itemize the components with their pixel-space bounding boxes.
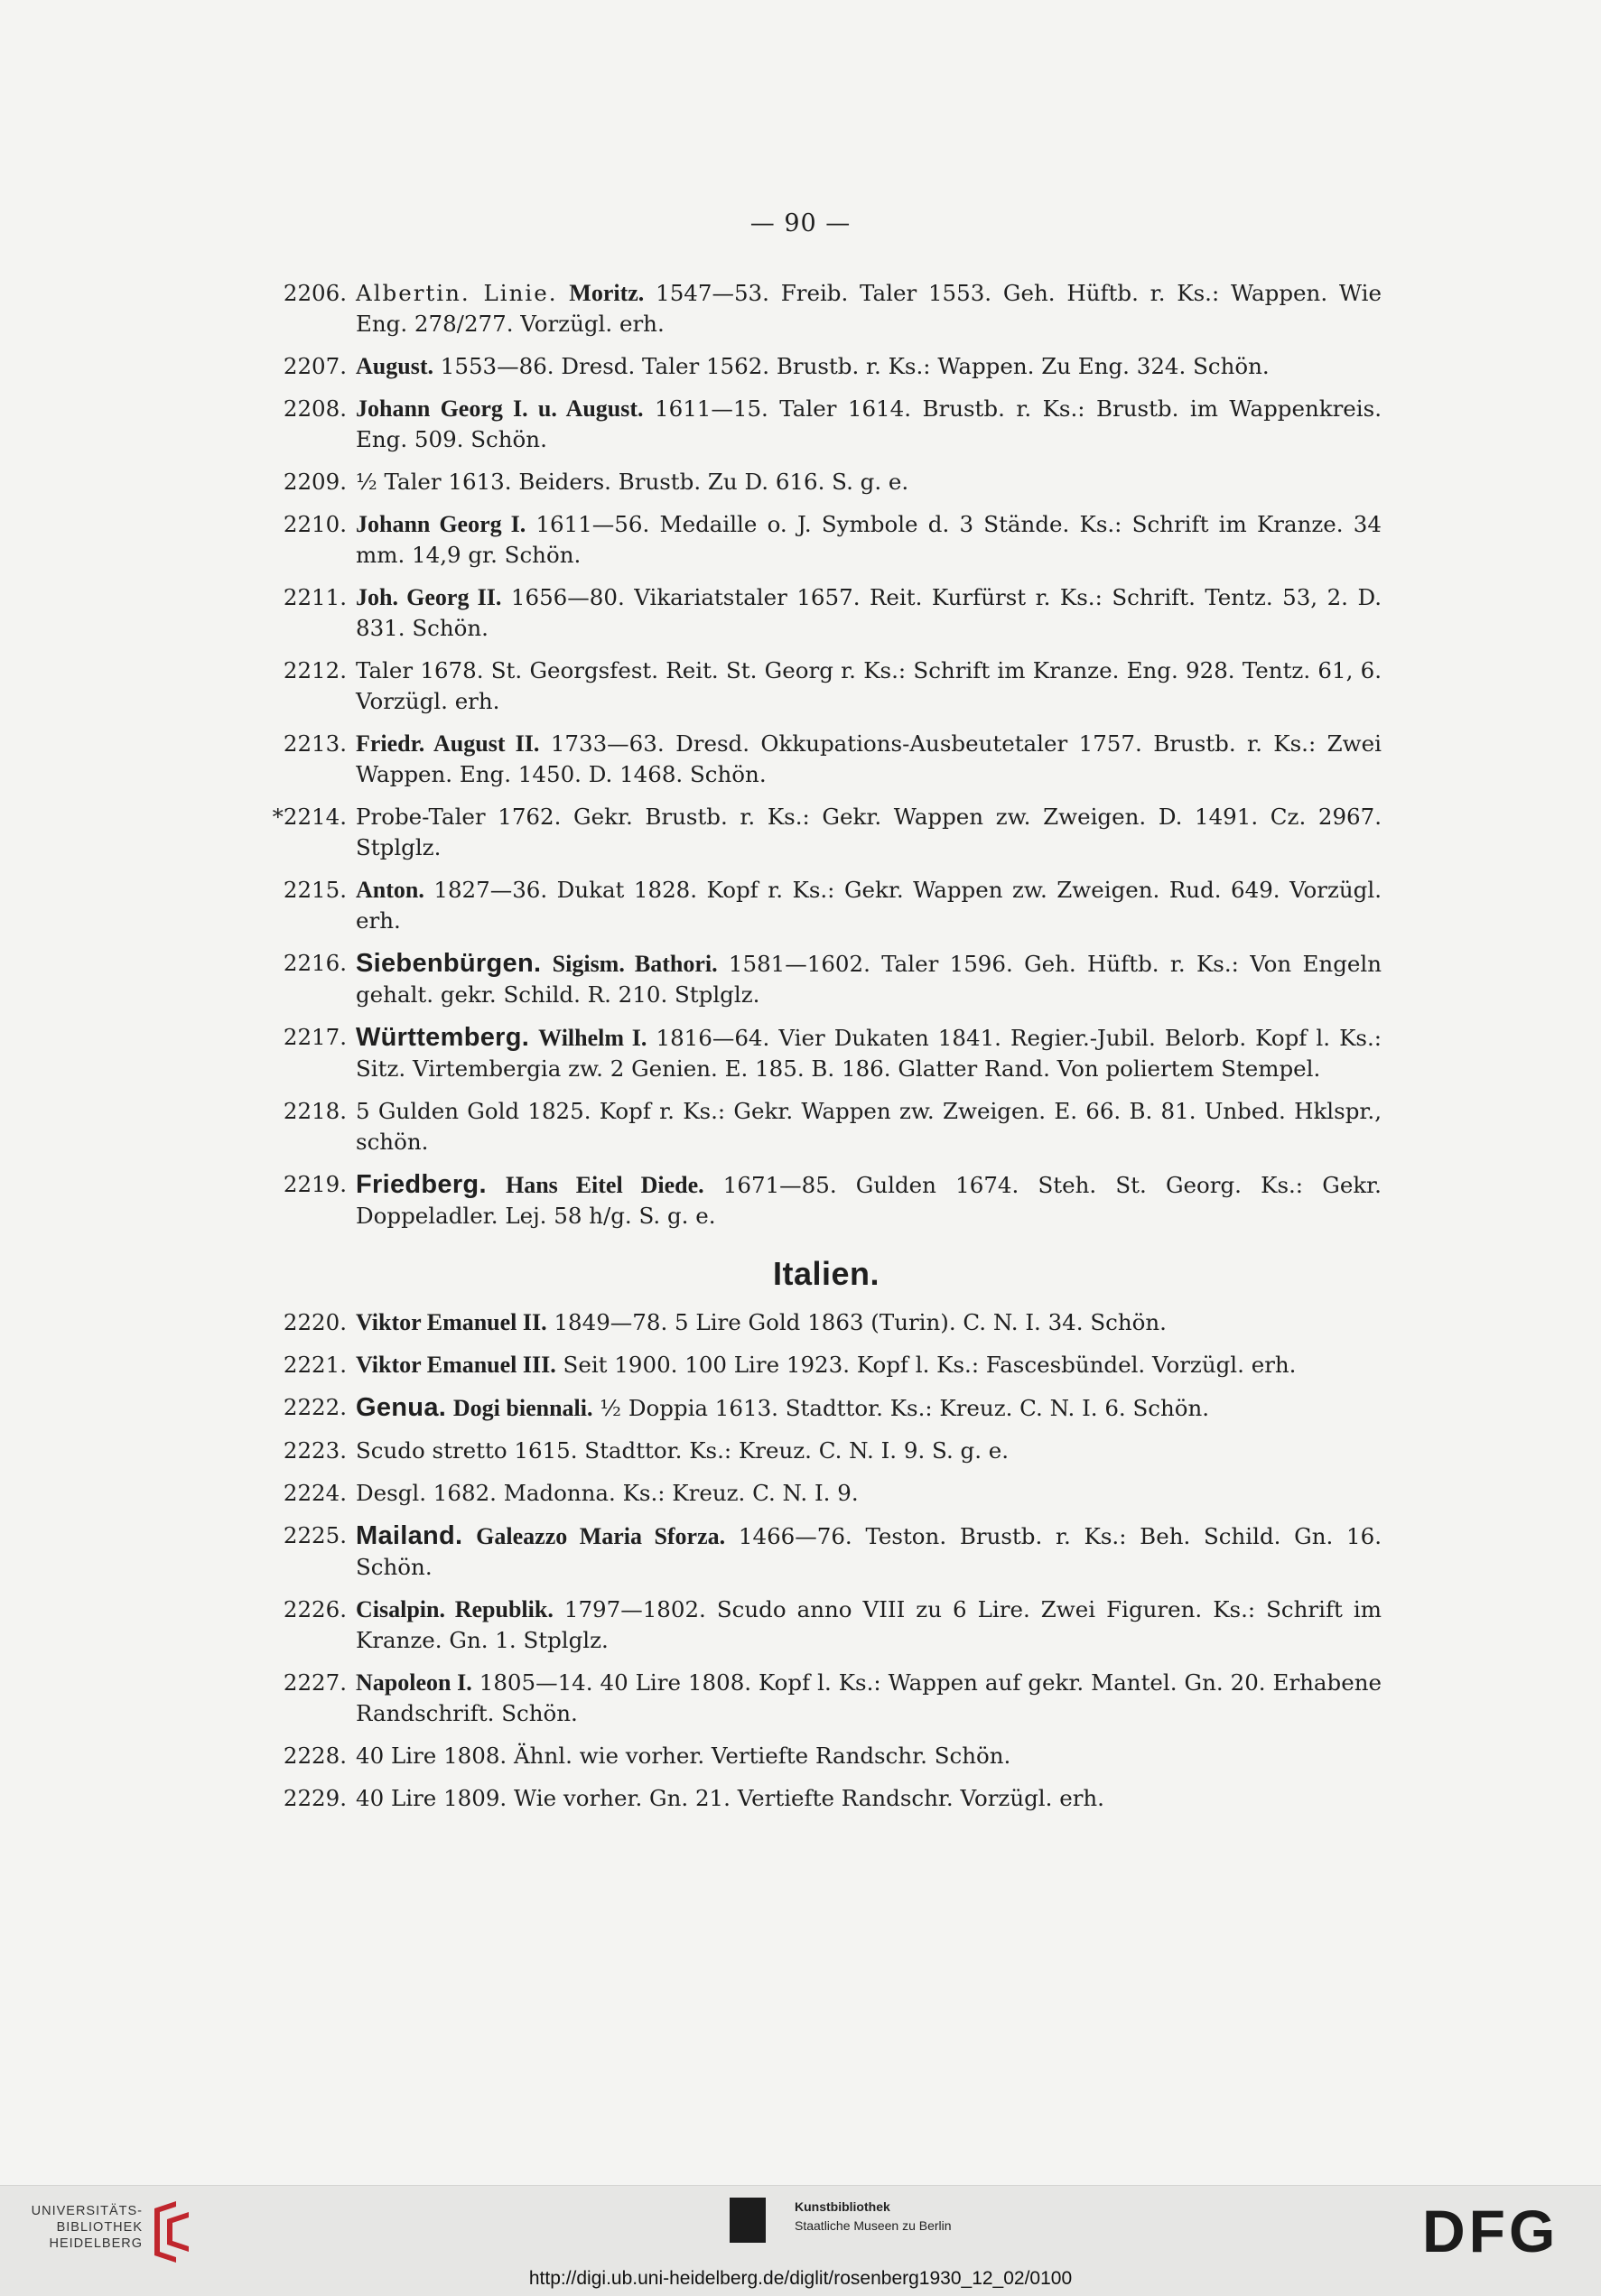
catalog-entry — [271, 1783, 1382, 1814]
entry-description: 1733—63. Dresd. Okkupations-Ausbeutetaler 1757. Brustb. r. Ks.: Zwei Wappen. Eng. 1450. D. 1468. Schön. — [356, 730, 1382, 787]
entry-place: Mailand. — [356, 1521, 463, 1550]
entry-description: 1671—85. Gulden 1674. Steh. St. Georg. Ks.: Gekr. Doppeladler. Lej. 58 h/g. S. g. e. — [356, 1172, 1382, 1229]
entry-ruler: Johann Georg I. — [356, 511, 526, 537]
entry-description — [529, 1025, 538, 1051]
entry-ruler: Napoleon I. — [356, 1669, 472, 1696]
entry-text — [356, 729, 1382, 790]
catalog-entry — [271, 875, 1382, 936]
entry-number: 2220. — [283, 1309, 347, 1335]
catalog-entry — [271, 1741, 1382, 1771]
entry-ruler: Anton. — [356, 877, 424, 903]
entry-text — [356, 582, 1382, 644]
catalog-entry — [271, 1668, 1382, 1729]
entry-description: Probe-Taler 1762. Gekr. Brustb. r. Ks.: Gekr. Wappen zw. Zweigen. D. 1491. Cz. 2967. Stplglz. — [356, 804, 1382, 860]
entry-description — [557, 280, 569, 306]
entry-description: ½ Doppia 1613. Stadttor. Ks.: Kreuz. C. N. I. 6. Schön. — [592, 1395, 1210, 1421]
entry-description: 1797—1802. Scudo anno VIII zu 6 Lire. Zwei Figuren. Ks.: Schrift im Kranze. Gn. 1. Stplglz. — [356, 1596, 1382, 1653]
entry-description: 1816—64. Vier Dukaten 1841. Regier.-Jubil. Belorb. Kopf l. Ks.: Sitz. Virtembergia zw. 2 Genien. E. 185. B. 186. Glatter Rand. Von poliertem Stempel. — [356, 1025, 1382, 1082]
university-emblem-icon — [149, 2199, 194, 2264]
entry-place: Siebenbürgen. — [356, 949, 542, 978]
entry-description — [487, 1172, 506, 1198]
entry-ruler: Viktor Emanuel III. — [356, 1352, 556, 1378]
entry-number: 2215. — [283, 877, 347, 903]
entry-number: 2223. — [283, 1437, 347, 1464]
catalog-entry — [271, 1436, 1382, 1466]
entry-text — [356, 1169, 1382, 1232]
catalog-entry — [271, 1096, 1382, 1157]
entry-number: 2216. — [283, 950, 347, 976]
entry-ruler: Johann Georg I. u. August. — [356, 395, 644, 422]
entry-number: 2211. — [283, 584, 347, 610]
entry-ruler: Sigism. Bathori. — [552, 951, 718, 977]
entry-number: 2207. — [283, 353, 347, 379]
entry-number: 2226. — [283, 1596, 347, 1622]
entry-number: 2228. — [283, 1743, 347, 1769]
entry-text — [356, 1520, 1382, 1583]
entry-description: 40 Lire 1809. Wie vorher. Gn. 21. Vertiefte Randschr. Vorzügl. erh. — [356, 1785, 1104, 1811]
entry-place: Genua. — [356, 1393, 447, 1422]
entry-number: 2206. — [283, 280, 347, 306]
entry-text — [356, 278, 1382, 339]
entry-ruler: Wilhelm I. — [538, 1025, 647, 1051]
entry-description: 40 Lire 1808. Ähnl. wie vorher. Vertiefte Randschr. Schön. — [356, 1743, 1011, 1769]
entry-description — [446, 1395, 453, 1421]
catalog-entry — [271, 729, 1382, 790]
entry-number: *2214. — [272, 804, 347, 830]
entry-number: 2225. — [283, 1522, 347, 1548]
catalog-entry — [271, 467, 1382, 497]
catalog-entry — [271, 1392, 1382, 1424]
entry-text — [356, 655, 1382, 717]
entry-ruler: Hans Eitel Diede. — [506, 1172, 704, 1198]
dfg-logo[interactable]: DFG — [1422, 2198, 1559, 2264]
entries-list-italien — [271, 1307, 1382, 1814]
catalog-entry — [271, 509, 1382, 571]
entry-number: 2217. — [283, 1024, 347, 1050]
catalog-entry — [271, 655, 1382, 717]
entry-description — [541, 951, 552, 977]
entry-number: 2218. — [283, 1098, 347, 1124]
entry-description: ½ Taler 1613. Beiders. Brustb. Zu D. 616. S. g. e. — [356, 469, 909, 495]
entry-text — [356, 1783, 1382, 1814]
entry-text — [356, 948, 1382, 1010]
page-number: — 90 — — [749, 209, 852, 237]
entry-number: 2208. — [283, 395, 347, 422]
entry-number: 2213. — [283, 730, 347, 757]
university-line-2: BIBLIOTHEK — [56, 2220, 143, 2235]
entry-number: 2224. — [283, 1480, 347, 1506]
entries-list-german — [271, 278, 1382, 1232]
catalog-entry — [271, 1350, 1382, 1380]
entry-description: 1581—1602. Taler 1596. Geh. Hüftb. r. Ks.: Von Engeln gehalt. gekr. Schild. R. 210. Stplglz. — [356, 951, 1382, 1008]
catalog-entry — [271, 394, 1382, 455]
catalog-entry — [271, 1520, 1382, 1583]
entry-number: 2210. — [283, 511, 347, 537]
kunstbibliothek-logo-icon[interactable] — [730, 2198, 766, 2243]
entry-text — [356, 467, 1382, 497]
entry-ruler: Galeazzo Maria Sforza. — [476, 1523, 726, 1549]
entry-text — [356, 802, 1382, 863]
entry-ruler: Viktor Emanuel II. — [356, 1309, 547, 1335]
entry-description: 1611—56. Medaille o. J. Symbole d. 3 Stände. Ks.: Schrift im Kranze. 34 mm. 14,9 gr. Schön. — [356, 511, 1382, 568]
entry-ruler: August. — [356, 353, 433, 379]
entry-description: Scudo stretto 1615. Stadttor. Ks.: Kreuz. C. N. I. 9. S. g. e. — [356, 1437, 1010, 1464]
entry-ruler: Friedr. August II. — [356, 730, 540, 757]
entry-description — [462, 1523, 476, 1549]
section-title-italien: Italien. — [772, 1255, 880, 1292]
entry-text — [356, 1741, 1382, 1771]
entry-text — [356, 1478, 1382, 1509]
entry-ruler: Dogi biennali. — [452, 1395, 593, 1421]
entry-text — [356, 1096, 1382, 1157]
entry-number: 2222. — [283, 1394, 347, 1420]
entry-number: 2219. — [283, 1171, 347, 1197]
entry-ruler: Cisalpin. Republik. — [356, 1596, 554, 1622]
entry-description: Seit 1900. 100 Lire 1923. Kopf l. Ks.: Fascesbündel. Vorzügl. erh. — [555, 1352, 1297, 1378]
catalog-entry — [271, 1478, 1382, 1509]
entry-text — [356, 394, 1382, 455]
catalog-entry — [271, 278, 1382, 339]
entry-text — [356, 1392, 1382, 1424]
entry-description: Desgl. 1682. Madonna. Ks.: Kreuz. C. N. I. 9. — [356, 1480, 859, 1506]
entry-description: 1466—76. Teston. Brustb. r. Ks.: Beh. Schild. Gn. 16. Schön. — [356, 1523, 1382, 1580]
entry-description: Albertin. Linie. — [356, 280, 558, 306]
entry-description: 1827—36. Dukat 1828. Kopf r. Ks.: Gekr. Wappen zw. Zweigen. Rud. 649. Vorzügl. erh. — [356, 877, 1382, 934]
entry-text — [356, 1022, 1382, 1084]
entry-number: 2227. — [283, 1669, 347, 1696]
catalog-entry — [271, 1022, 1382, 1084]
university-library-logo[interactable] — [25, 2203, 143, 2252]
entry-place: Württemberg. — [356, 1023, 530, 1052]
permalink-url[interactable]: http://digi.ub.uni-heidelberg.de/diglit/rosenberg1930_12_02/0100 — [528, 2268, 1073, 2289]
catalog-entries — [271, 278, 1382, 1826]
entry-number: 2229. — [283, 1785, 347, 1811]
entry-text — [356, 1307, 1382, 1338]
entry-text — [356, 1668, 1382, 1729]
kunstbibliothek-subtitle: Staatliche Museen zu Berlin — [795, 2218, 952, 2233]
entry-place: Friedberg. — [356, 1170, 487, 1199]
catalog-entry — [271, 802, 1382, 863]
entry-description: 5 Gulden Gold 1825. Kopf r. Ks.: Gekr. Wappen zw. Zweigen. E. 66. B. 81. Unbed. Hklspr., schön. — [356, 1098, 1382, 1155]
entry-description: 1849—78. 5 Lire Gold 1863 (Turin). C. N. I. 34. Schön. — [546, 1309, 1167, 1335]
entry-text — [356, 1350, 1382, 1380]
catalog-entry — [271, 1307, 1382, 1338]
catalog-entry — [271, 1594, 1382, 1656]
kunstbibliothek-label — [795, 2198, 1029, 2236]
entry-description: 1553—86. Dresd. Taler 1562. Brustb. r. Ks.: Wappen. Zu Eng. 324. Schön. — [433, 353, 1270, 379]
entry-number: 2221. — [283, 1352, 347, 1378]
entry-description: 1656—80. Vikariatstaler 1657. Reit. Kurfürst r. Ks.: Schrift. Tentz. 53, 2. D. 831. Schön. — [356, 584, 1382, 641]
entry-text — [356, 509, 1382, 571]
catalog-entry — [271, 351, 1382, 382]
catalog-entry — [271, 948, 1382, 1010]
entry-description: 1611—15. Taler 1614. Brustb. r. Ks.: Brustb. im Wappenkreis. Eng. 509. Schön. — [356, 395, 1382, 452]
entry-number: 2212. — [283, 657, 347, 683]
entry-ruler: Joh. Georg II. — [356, 584, 502, 610]
entry-description: 1547—53. Freib. Taler 1553. Geh. Hüftb. r. Ks.: Wappen. Wie Eng. 278/277. Vorzügl. erh. — [356, 280, 1382, 337]
entry-text — [356, 1594, 1382, 1656]
entry-text — [356, 875, 1382, 936]
catalog-entry — [271, 1169, 1382, 1232]
catalog-entry — [271, 582, 1382, 644]
university-line-3: HEIDELBERG — [49, 2236, 143, 2251]
entry-ruler: Moritz. — [569, 280, 645, 306]
entry-number: 2209. — [283, 469, 347, 495]
entry-text — [356, 1436, 1382, 1466]
kunstbibliothek-name: Kunstbibliothek — [795, 2199, 890, 2214]
entry-description: Taler 1678. St. Georgsfest. Reit. St. Georg r. Ks.: Schrift im Kranze. Eng. 928. Tentz. 61, 6. Vorzügl. erh. — [356, 657, 1382, 714]
entry-text — [356, 351, 1382, 382]
entry-description: 1805—14. 40 Lire 1808. Kopf l. Ks.: Wappen auf gekr. Mantel. Gn. 20. Erhabene Randschrift. Schön. — [356, 1669, 1382, 1726]
university-line-1: UNIVERSITÄTS- — [31, 2204, 143, 2218]
